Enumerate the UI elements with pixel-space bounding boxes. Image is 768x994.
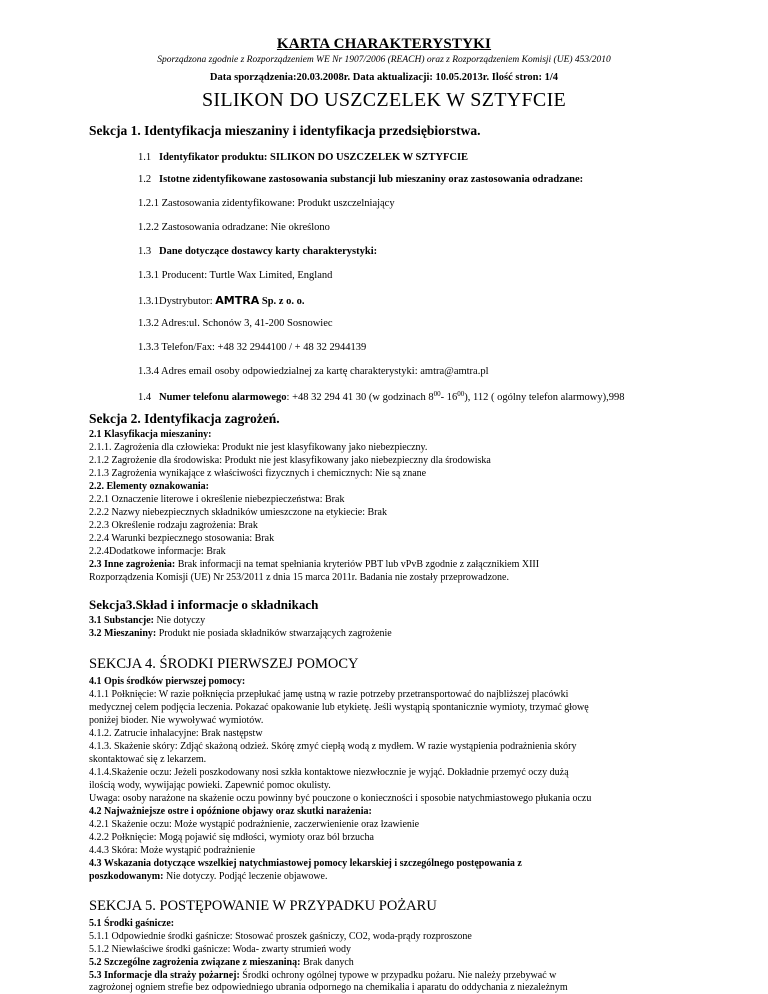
item-1-3-4: 1.3.4 Adres email osoby odpowiedzialnej za kartę charakterystyki: amtra@amtra.pl: [138, 366, 489, 377]
phone-text: : +48 32 294 41 30 (w godzinach 8: [286, 392, 434, 403]
line: medycznej celem podjęcia leczenia. Pokazać opakowanie lub etykietę. Jeśli wystąpią spontanicznie wymioty, trzymać głowę: [89, 702, 589, 713]
line: 4.1 Opis środków pierwszej pomocy:: [89, 676, 246, 687]
item-1-3-1-distributor: [138, 294, 304, 307]
hour-sup: 00: [433, 390, 441, 398]
item-label: Numer telefonu alarmowego: [159, 392, 287, 403]
item-1-1: [138, 152, 468, 163]
item-1-2-2: 1.2.2 Zastosowania odradzane: Nie określono: [138, 222, 330, 233]
line-label: poszkodowanym:: [89, 871, 164, 882]
line: [89, 558, 539, 571]
line: [89, 614, 205, 627]
item-1-3: [138, 246, 377, 257]
document-dates: Data sporządzenia:20.03.2008r. Data aktualizacji: 10.05.2013r. Ilość stron: 1/4: [209, 72, 559, 83]
line: 2.1.2 Zagrożenie dla środowiska: Produkt nie jest klasyfikowany jako niebezpieczny dla środowiska: [89, 455, 491, 466]
line: 4.1.4.Skażenie oczu: Jeżeli poszkodowany nosi szkła kontaktowe niezwłocznie je wyjąć. Dokładnie przemyć oczy dużą: [89, 767, 569, 778]
line: 2.2.4 Warunki bezpiecznego stosowania: Brak: [89, 533, 275, 544]
section-4-heading: SEKCJA 4. ŚRODKI PIERWSZEJ POMOCY: [89, 656, 359, 672]
item-number: 1.4: [138, 392, 152, 403]
line: 5.1.1 Odpowiednie środki gaśnicze: Stosować proszek gaśniczy, CO2, woda-prądy rozproszone: [89, 931, 472, 942]
item-1-3-3: 1.3.3 Telefon/Fax: +48 32 2944100 / + 48 32 2944139: [138, 342, 367, 353]
line: 2.2.2 Nazwy niebezpiecznych składników umieszczone na etykiecie: Brak: [89, 507, 387, 518]
line: 2.2. Elementy oznakowania:: [89, 481, 209, 492]
line-label: 5.2 Szczególne zagrożenia związane z mieszaniną:: [89, 957, 301, 968]
line-text: Nie dotyczy. Podjąć leczenie objawowe.: [163, 871, 328, 882]
phone-text: ), 112 ( ogólny telefon alarmowy),998: [464, 392, 625, 403]
document-subtitle: Sporządzona zgodnie z Rozporządzeniem WE Nr 1907/2006 (REACH) oraz z Rozporządzeniem Komisji (UE) 453/2010: [157, 55, 611, 65]
document-title: KARTA CHARAKTERYSTYKI: [276, 36, 492, 52]
phone-text: - 16: [440, 392, 458, 403]
line-label: 3.1 Substancje:: [89, 615, 155, 626]
section-5-heading: SEKCJA 5. POSTĘPOWANIE W PRZYPADKU POŻARU: [89, 898, 437, 914]
line: [89, 956, 354, 969]
line: 5.1 Środki gaśnicze:: [89, 918, 175, 929]
hour-sup: 00: [457, 390, 465, 398]
line: Rozporządzenia Komisji (UE) Nr 253/2011 z dnia 15 marca 2011r. Badania nie zostały przeprowadzone.: [89, 572, 509, 583]
line: skontaktować się z lekarzem.: [89, 754, 207, 765]
line: zagrożonej ogniem strefie bez odpowiedniego ubrania odpornego na chemikalia i aparatu do oddychania z niezależnym: [89, 982, 568, 993]
item-text: Dane dotyczące dostawcy karty charakterystyki:: [159, 246, 378, 257]
line: 4.2 Najważniejsze ostre i opóźnione objawy oraz skutki narażenia:: [89, 806, 372, 817]
item-number: 1.3: [138, 246, 152, 257]
item-1-3-2: 1.3.2 Adres:ul. Schonów 3, 41-200 Sosnowiec: [138, 318, 333, 329]
line: [89, 870, 327, 883]
line: 4.2.2 Połknięcie: Mogą pojawić się mdłości, wymioty oraz ból brzucha: [89, 832, 374, 843]
line-text: Brak danych: [300, 957, 354, 968]
line: 4.1.2. Zatrucie inhalacyjne: Brak następstw: [89, 728, 263, 739]
line: Uwaga: osoby narażone na skażenie oczu powinny być pouczone o konieczności i sposobie natychmiastowego płukania oczu: [89, 793, 592, 804]
line-text: Brak informacji na temat spełniania kryteriów PBT lub vPvB zgodnie z załącznikiem XIII: [175, 559, 540, 570]
line: ilością wody, wywijając powieki. Zapewnić pomoc okulisty.: [89, 780, 331, 791]
line-text: Produkt nie posiada składników stwarzających zagrożenie: [156, 628, 392, 639]
item-text: Istotne zidentyfikowane zastosowania substancji lub mieszaniny oraz zastosowania odradzane:: [159, 174, 584, 185]
brand-name: AMTRA: [215, 294, 260, 307]
line: 4.1.3. Skażenie skóry: Zdjąć skażoną odzież. Skórę zmyć ciepłą wodą z mydłem. W razie wystąpienia podrażnienia skóry: [89, 741, 577, 752]
line: poniżej bioder. Nie wywoływać wymiotów.: [89, 715, 264, 726]
line-label: 5.3 Informacje dla straży pożarnej:: [89, 970, 240, 981]
line: 2.1 Klasyfikacja mieszaniny:: [89, 429, 212, 440]
item-1-4: [138, 390, 625, 403]
line: 4.2.1 Skażenie oczu: Może wystąpić podrażnienie, zaczerwienienie oraz łzawienie: [89, 819, 420, 830]
line: 2.2.3 Określenie rodzaju zagrożenia: Brak: [89, 520, 258, 531]
product-title: SILIKON DO USZCZELEK W SZTYFCIE: [201, 89, 567, 111]
line: 4.4.3 Skóra: Może wystąpić podrażnienie: [89, 845, 256, 856]
line-label: 2.3 Inne zagrożenia:: [89, 559, 176, 570]
line: 4.1.1 Połknięcie: W razie połknięcia przepłukać jamę ustną w razie potrzeby przetransportować do najbliższej placówki: [89, 689, 569, 700]
line: 5.1.2 Niewłaściwe środki gaśnicze: Woda- zwarty strumień wody: [89, 944, 351, 955]
item-1-3-1: 1.3.1 Producent: Turtle Wax Limited, England: [138, 270, 333, 281]
item-number: 1.1: [138, 152, 152, 163]
line: 2.2.1 Oznaczenie literowe i określenie niebezpieczeństwa: Brak: [89, 494, 345, 505]
item-1-2: [138, 174, 583, 185]
line: 4.3 Wskazania dotyczące wszelkiej natychmiastowej pomocy lekarskiej i szczególnego postępowania z: [89, 858, 522, 869]
company-suffix: Sp. z o. o.: [259, 296, 305, 307]
line-text: Środki ochrony ogólnej typowe w przypadku pożaru. Nie należy przebywać w: [239, 970, 557, 981]
item-text: Identyfikator produktu: SILIKON DO USZCZELEK W SZTYFCIE: [159, 152, 469, 163]
line-text: Nie dotyczy: [154, 615, 206, 626]
line: 2.1.1. Zagrożenia dla człowieka: Produkt nie jest klasyfikowany jako niebezpieczny.: [89, 442, 428, 453]
line: [89, 627, 392, 640]
line: 2.1.3 Zagrożenia wynikające z właściwości fizycznych i chemicznych: Nie są znane: [89, 468, 427, 479]
section-2-heading: Sekcja 2. Identyfikacja zagrożeń.: [89, 411, 280, 426]
section-1-heading: Sekcja 1. Identyfikacja mieszaniny i identyfikacja przedsiębiorstwa.: [89, 123, 481, 138]
item-number: 1.2: [138, 174, 152, 185]
line-label: 3.2 Mieszaniny:: [89, 628, 157, 639]
section-3-heading: Sekcja3.Skład i informacje o składnikach: [89, 597, 319, 612]
line: 2.2.4Dodatkowe informacje: Brak: [89, 546, 226, 557]
item-1-2-1: 1.2.1 Zastosowania zidentyfikowane: Produkt uszczelniający: [138, 198, 395, 209]
distributor-label: 1.3.1Dystrybutor:: [138, 296, 216, 307]
